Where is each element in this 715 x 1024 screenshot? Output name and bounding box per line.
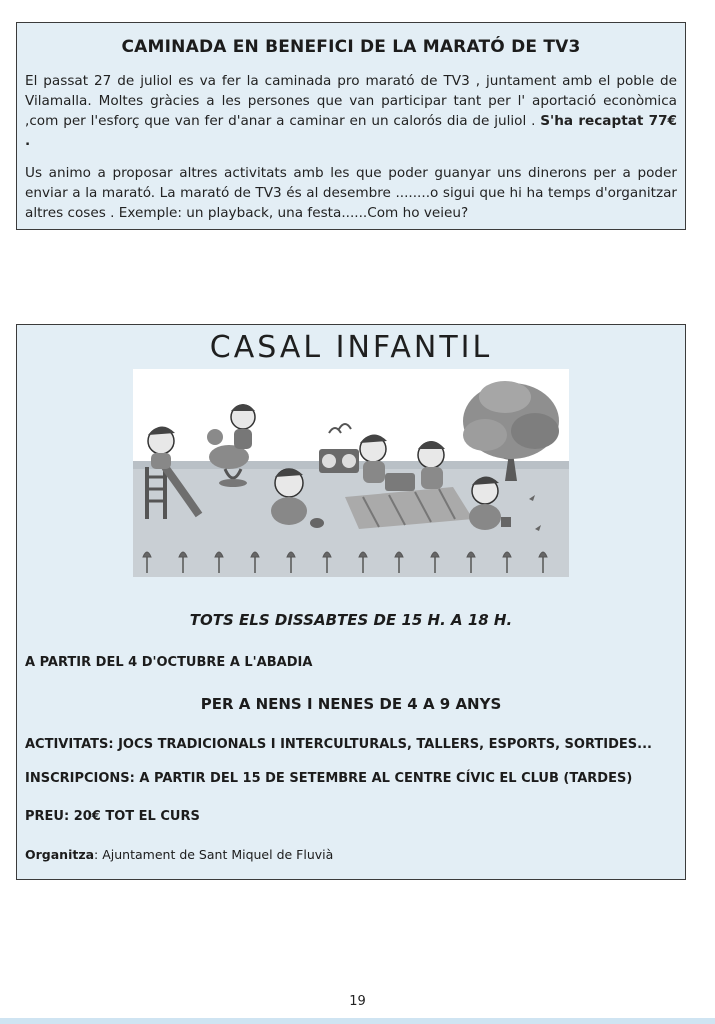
activities-text: ACTIVITATS: JOCS TRADICIONALS I INTERCULTURALS, TALLERS, ESPORTS, SORTIDES... xyxy=(25,737,652,752)
marato-notice xyxy=(16,22,686,230)
marato-title: CAMINADA EN BENEFICI DE LA MARATÓ DE TV3 xyxy=(121,37,581,57)
marato-paragraph-2: Us animo a proposar altres activitats amb les que poder guanyar uns dinerons per a poder enviar a la marató. La marató de TV3 és al desembre ........o sigui que hi ha temps d'organitzar altres coses . Exemple: un playback, una festa......Com ho veieu? xyxy=(25,165,677,221)
park-scene-image xyxy=(133,369,569,577)
marato-amount: S'ha recaptat 77€ . xyxy=(25,113,677,149)
marato-paragraph-1 xyxy=(25,71,677,151)
casal-notice xyxy=(16,324,686,880)
child-on-slide-icon xyxy=(148,426,175,469)
schedule-text: TOTS ELS DISSABTES DE 15 H. A 18 H. xyxy=(189,611,513,629)
registration-text: INSCRIPCIONS: A PARTIR DEL 15 DE SETEMBRE AL CENTRE CÍVIC EL CLUB (TARDES) xyxy=(25,771,633,786)
children-playing-illustration xyxy=(133,369,569,577)
marato-paragraph-1-text: El passat 27 de juliol es va fer la caminada pro marató de TV3 , juntament amb el poble de Vilamalla. Moltes gràcies a les persones que van participar tant per l' aportació econòmica ,com per l'esforç que van fer d'anar a caminar en un calorós dia de juliol . xyxy=(25,73,677,129)
page-number: 19 xyxy=(349,994,366,1009)
radio-icon xyxy=(319,424,359,473)
organizer-line xyxy=(25,847,677,862)
price-text: PREU: 20€ TOT EL CURS xyxy=(25,809,200,824)
organizer-name: : Ajuntament de Sant Miquel de Fluvià xyxy=(94,847,334,862)
bottom-bar xyxy=(0,1018,715,1024)
casal-title: CASAL INFANTIL xyxy=(209,330,493,365)
organizer-label: Organitza xyxy=(25,847,95,862)
ages-text: PER A NENS I NENES DE 4 A 9 ANYS xyxy=(200,695,502,713)
start-text: A PARTIR DEL 4 D'OCTUBRE A L'ABADIA xyxy=(25,655,313,670)
